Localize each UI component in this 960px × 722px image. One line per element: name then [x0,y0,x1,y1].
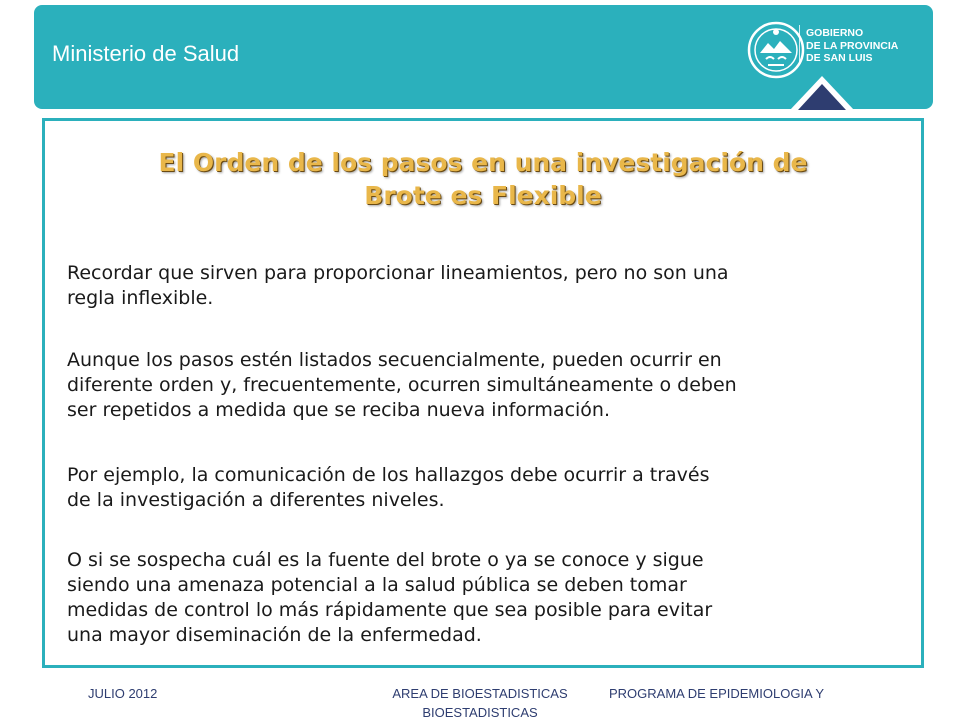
footer-program-line-2: BIOESTADISTICAS [422,705,538,720]
paragraph-3 [67,463,917,513]
footer-date: JULIO 2012 [88,686,158,701]
paragraph-line: Por ejemplo, la comunicación de los hallazgos debe ocurrir a través [67,464,710,486]
paragraph-line: ser repetidos a medida que se reciba nueva información. [67,399,610,421]
paragraph-line: regla inflexible. [67,287,214,309]
paragraph-line: O si se sospecha cuál es la fuente del brote o ya se conoce y sigue [67,549,704,571]
paragraph-line: una mayor diseminación de la enfermedad. [67,624,482,646]
paragraph-line: siendo una amenaza potencial a la salud pública se deben tomar [67,574,687,596]
slide-title [45,146,921,212]
paragraph-line: Aunque los pasos estén listados secuencialmente, pueden ocurrir en [67,349,722,371]
gov-line-3: DE SAN LUIS [806,52,873,64]
slide-content [42,118,924,668]
government-name [806,27,898,65]
footer-area-label: AREA DE BIOESTADISTICAS [392,686,568,701]
gov-line-2: DE LA PROVINCIA [806,39,899,52]
gov-line-1: GOBIERNO [806,27,864,39]
paragraph-1 [67,261,917,311]
paragraph-line: medidas de control lo más rápidamente que sea posible para evitar [67,599,713,621]
ministry-title: Ministerio de Salud [52,41,240,66]
paragraph-4 [67,548,917,648]
logo-divider [799,25,800,65]
paragraph-2 [67,348,917,423]
title-line-1: El Orden de los pasos en una investigación de [158,148,808,177]
decorative-triangle [790,70,854,110]
footer-program: PROGRAMA DE EPIDEMIOLOGIA Y [609,686,825,701]
paragraph-line: diferente orden y, frecuentemente, ocurren simultáneamente o deben [67,374,737,396]
title-line-2: Brote es Flexible [364,181,602,210]
paragraph-line: Recordar que sirven para proporcionar lineamientos, pero no son una [67,262,729,284]
paragraph-line: de la investigación a diferentes niveles. [67,489,445,511]
